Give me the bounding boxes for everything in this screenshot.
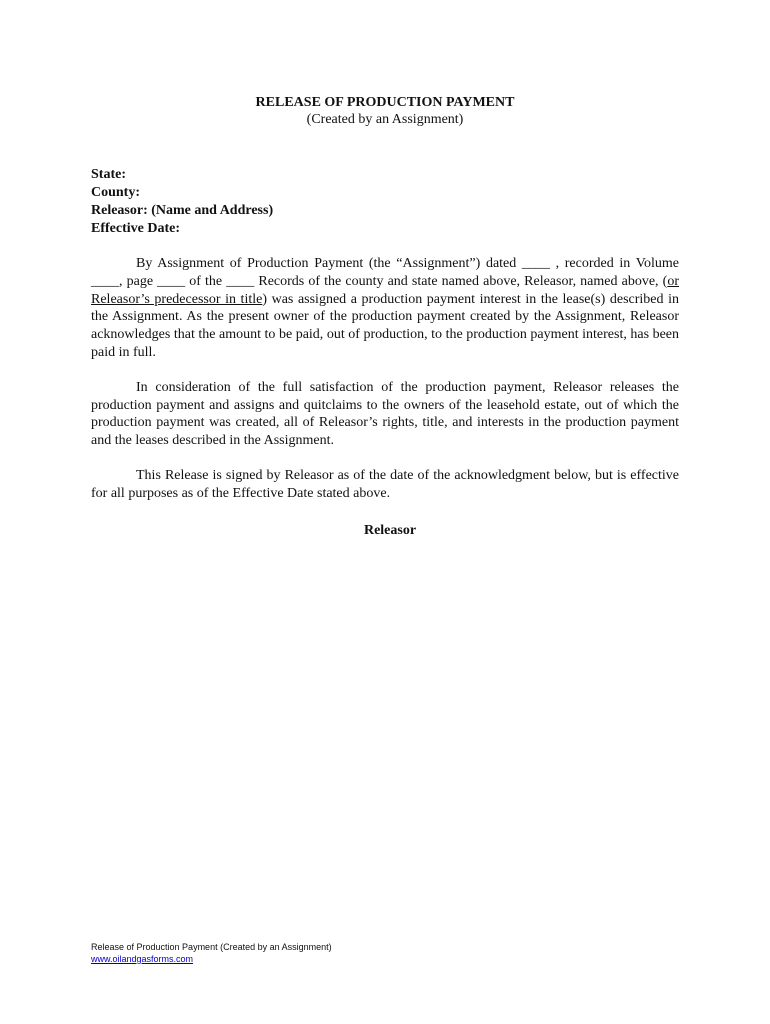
document-title: RELEASE OF PRODUCTION PAYMENT xyxy=(255,95,515,110)
paragraph-consideration: In consideration of the full satisfaction of the production payment, Releasor releases the production payment and assigns and quitclaims to the owners of the leasehold estate, out of which the production payment was created, all of Releasor’s rights, title, and interests in the production payment and the leases described in the Assignment. xyxy=(91,379,679,449)
body-text xyxy=(91,255,679,520)
header-fields xyxy=(91,166,681,238)
footer-document-name: Release of Production Payment (Created by an Assignment) xyxy=(91,942,332,952)
field-effective-date-label: Effective Date: xyxy=(91,221,181,236)
title-block xyxy=(0,94,770,129)
paragraph-assignment-part2: ) was assigned a production payment interest in the lease(s) described in the Assignment. As the present owner of the production payment created by the Assignment, Releasor acknowledges that the amount to be paid, out of production, to the production payment interest, has been paid in full. xyxy=(91,291,679,360)
field-releasor-label: Releasor: (Name and Address) xyxy=(91,203,274,218)
paragraph-assignment-part1: By Assignment of Production Payment (the “Assignment”) dated ____ , recorded in Volume ____, page ____ of the ____ Records of the county and state named above, Releasor, named above, ( xyxy=(91,256,679,289)
page-footer xyxy=(91,941,332,965)
document-subtitle: (Created by an Assignment) xyxy=(306,112,464,127)
paragraph-signature-statement: This Release is signed by Releasor as of the date of the acknowledgment below, but is effective for all purposes as of the Effective Date stated above. xyxy=(91,467,679,501)
paragraph-assignment xyxy=(91,255,679,362)
footer-website-link[interactable]: www.oilandgasforms.com xyxy=(91,954,194,964)
field-county-label: County: xyxy=(91,185,141,200)
predecessor-underlined-text: or Releasor’s predecessor in title xyxy=(91,273,679,307)
field-state-label: State: xyxy=(91,167,126,182)
releasor-signature-label: Releasor xyxy=(363,523,417,538)
